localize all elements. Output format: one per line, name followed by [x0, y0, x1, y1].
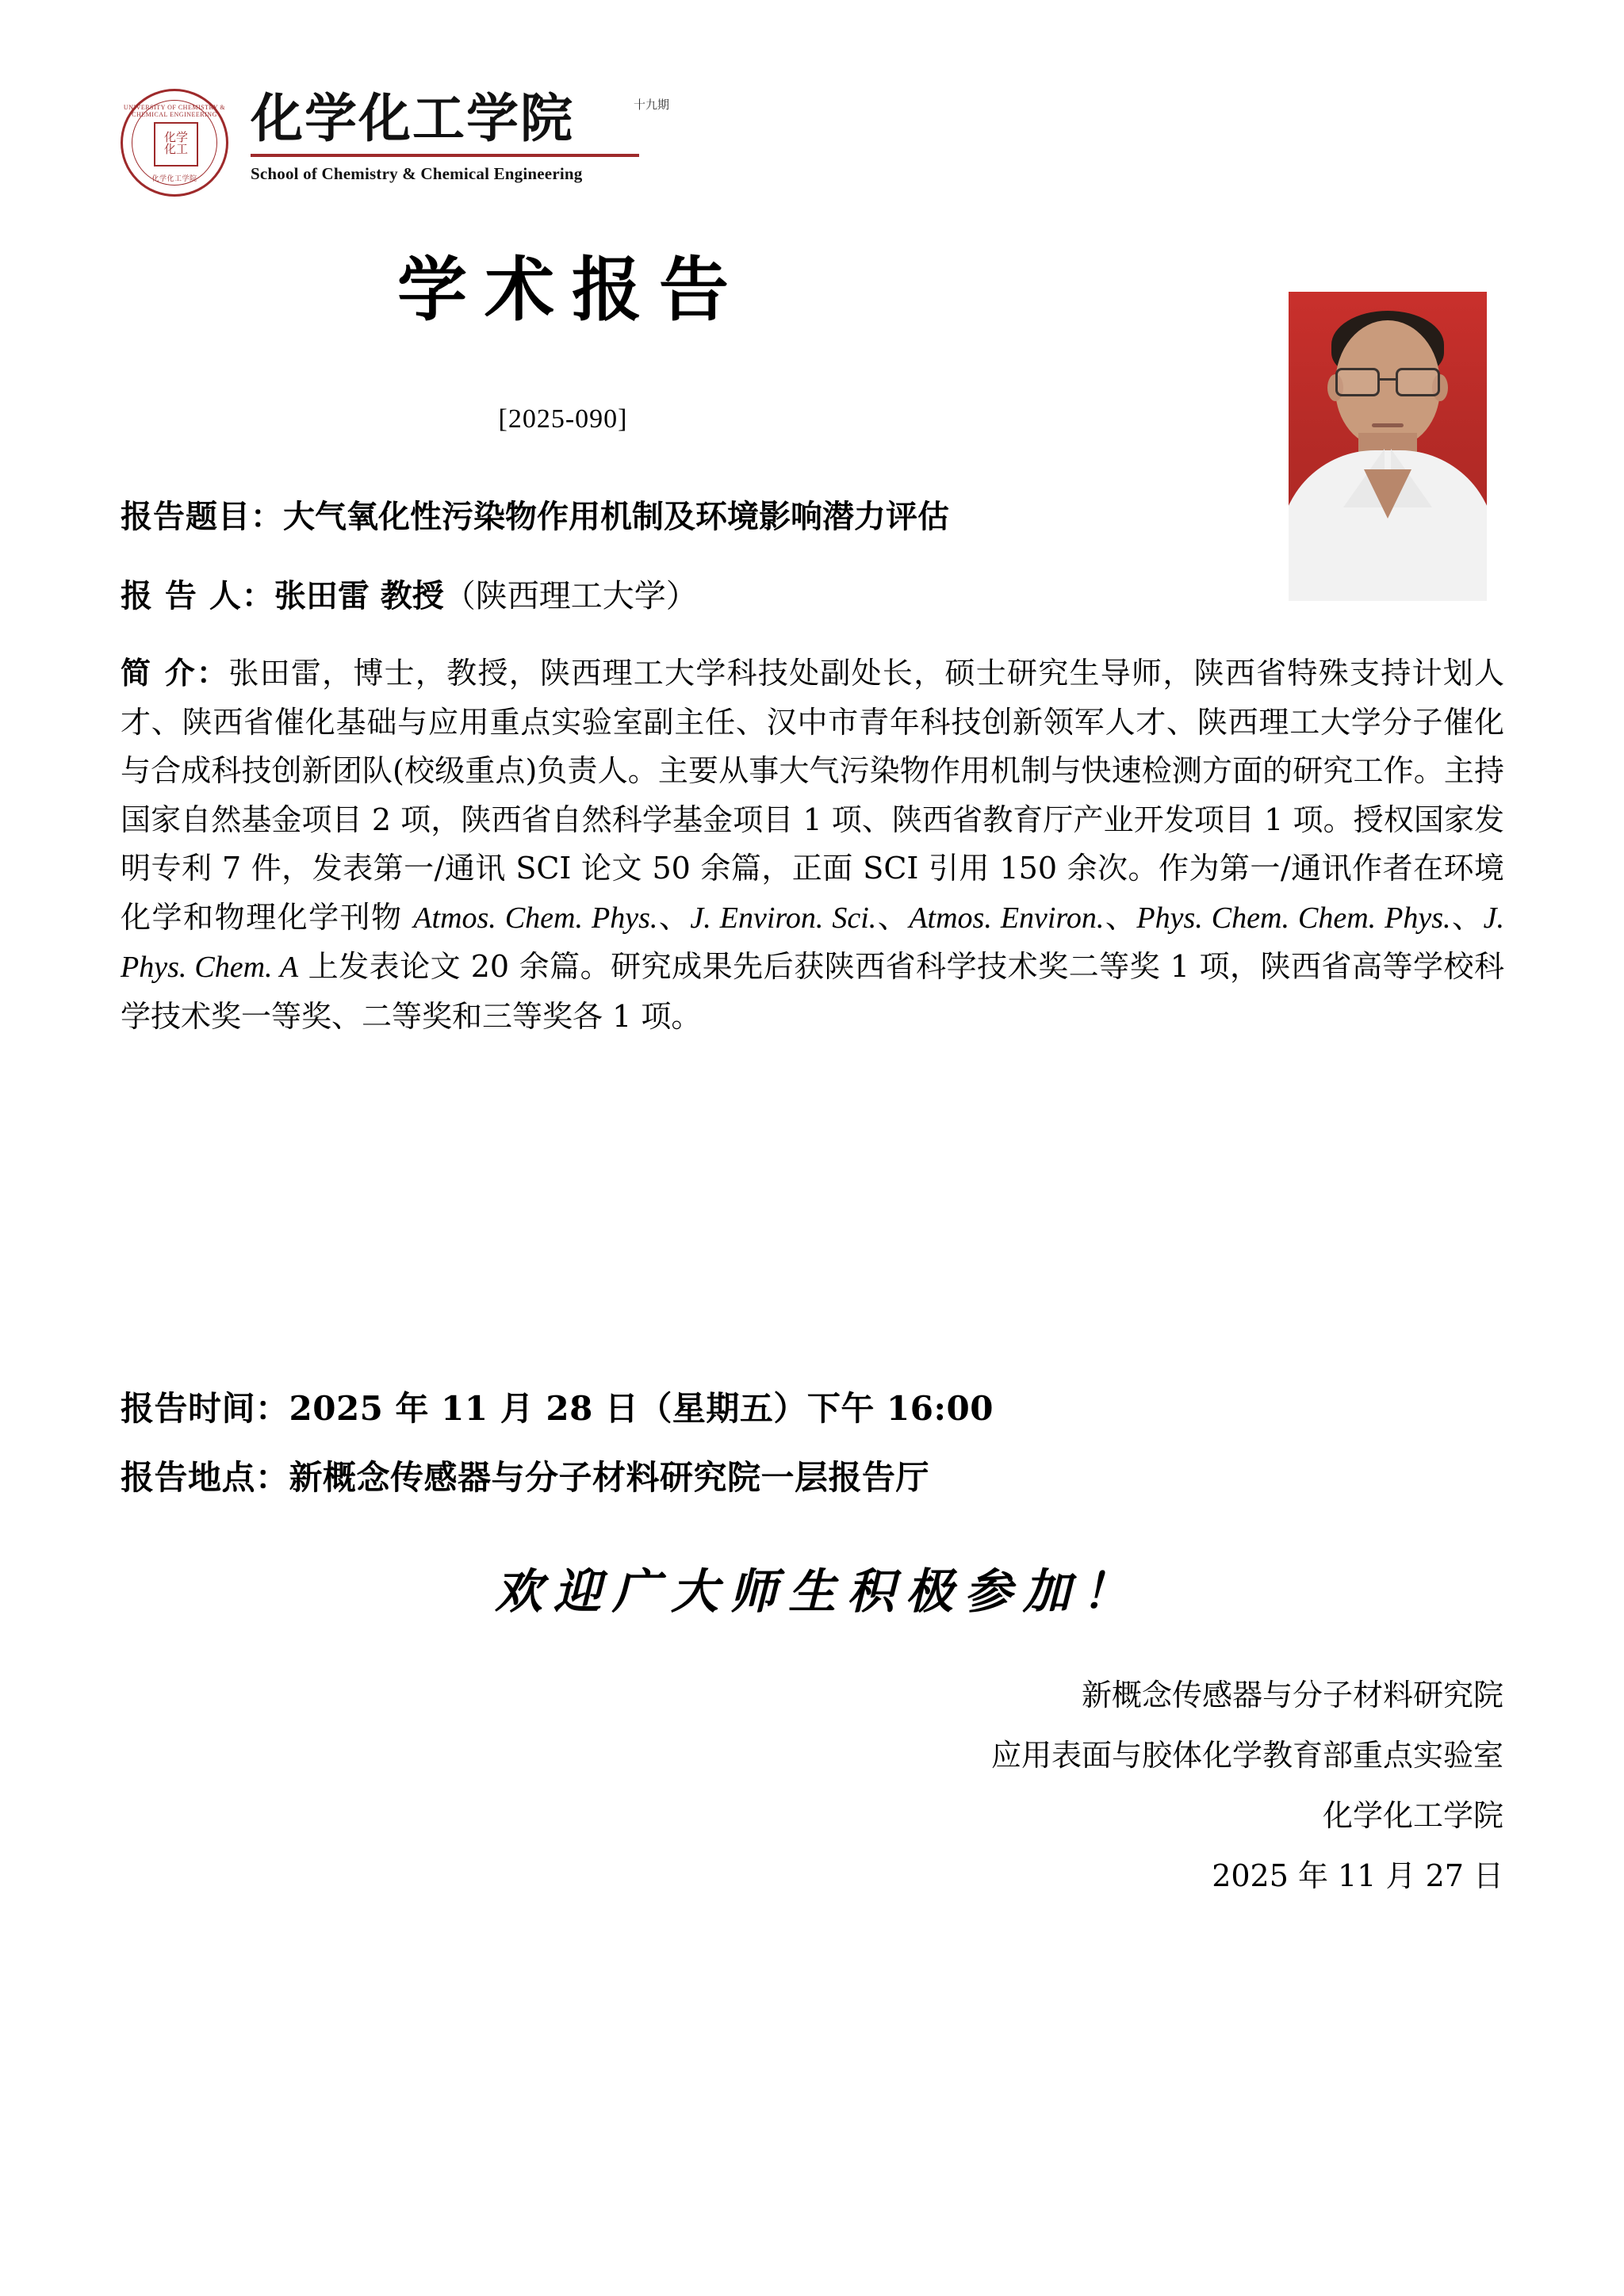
seal-core-line2: 化工 — [163, 144, 188, 156]
school-name-cn — [251, 87, 669, 149]
topic-label: 报告题目： — [121, 498, 283, 535]
school-identity — [251, 86, 669, 184]
portrait-mouth — [1372, 423, 1404, 427]
speaker-row — [121, 571, 1504, 622]
school-name-cn-text: 化学化工学院 — [251, 87, 574, 149]
portrait-glasses-icon — [1334, 368, 1442, 395]
school-mark: 十九期 — [633, 98, 669, 112]
time-row — [121, 1383, 1504, 1433]
place-row — [121, 1452, 1504, 1502]
speaker-affiliation: （陕西理工大学） — [443, 578, 698, 614]
signoff-block — [991, 1665, 1503, 1906]
school-seal-icon — [121, 89, 228, 197]
topic-value: 大气氧化性污染物作用机制及环境影响潜力评估 — [283, 498, 949, 535]
time-label: 报告时间： — [121, 1389, 289, 1428]
journal-name-3: Atmos. Environ. — [909, 901, 1105, 935]
journal-name-5: J. Phys. Chem. A — [121, 901, 1504, 985]
journal-separator-4: 、 — [1450, 899, 1484, 935]
place-label: 报告地点： — [121, 1458, 289, 1497]
welcome-message: 欢迎广大师生积极参加！ — [495, 1564, 1140, 1620]
seal-core-text — [154, 122, 198, 166]
document-body — [121, 492, 1504, 1041]
journal-separator-2: 、 — [876, 899, 910, 935]
header-divider — [251, 154, 639, 157]
speaker-label: 报 告 人： — [121, 577, 274, 614]
journal-separator-1: 、 — [657, 899, 691, 935]
signoff-line-2: 应用表面与胶体化学教育部重点实验室 — [990, 1738, 1503, 1773]
speaker-bio — [121, 649, 1504, 1041]
intro-label: 简 介： — [121, 655, 229, 691]
time-value: 2025 年 11 月 28 日（星期五）下午 16:00 — [289, 1389, 994, 1428]
signoff-line-3: 化学化工学院 — [1322, 1798, 1503, 1833]
journal-separator-3: 、 — [1104, 899, 1137, 935]
document-header — [121, 86, 669, 197]
page-title: 学术报告 — [396, 248, 746, 331]
document-number: [2025-090] — [498, 404, 628, 434]
topic-row — [121, 492, 1504, 542]
glasses-lens-right — [1396, 368, 1440, 396]
event-details — [121, 1383, 1504, 1521]
signoff-line-1: 新概念传感器与分子材料研究院 — [1081, 1678, 1503, 1712]
intro-text-part2: 上发表论文 20 余篇。研究成果先后获陕西省科学技术奖二等奖 1 项，陕西省高等学校科学技术奖一等奖、二等奖和三等奖各 1 项。 — [121, 949, 1504, 1034]
glasses-bridge — [1378, 378, 1397, 381]
seal-arc-bottom-text: 化学化工学院 — [151, 174, 197, 182]
glasses-lens-left — [1335, 368, 1380, 396]
journal-name-1: Atmos. Chem. Phys. — [413, 901, 658, 935]
place-value: 新概念传感器与分子材料研究院一层报告厅 — [289, 1458, 930, 1497]
journal-name-2: J. Environ. Sci. — [690, 901, 877, 935]
seal-core-line1: 化学 — [163, 132, 188, 144]
seal-arc-top-text: UNIVERSITY OF CHEMISTRY & CHEMICAL ENGINEERING — [123, 104, 226, 118]
school-name-en: School of Chemistry & Chemical Engineering — [251, 164, 583, 183]
speaker-name: 张田雷 教授 — [274, 577, 444, 614]
journal-name-4: Phys. Chem. Chem. Phys. — [1136, 901, 1451, 935]
signoff-date: 2025 年 11 月 27 日 — [1212, 1858, 1503, 1893]
intro-text-part1: 张田雷，博士，教授，陕西理工大学科技处副处长，硕士研究生导师，陕西省特殊支持计划人才、陕西省催化基础与应用重点实验室副主任、汉中市青年科技创新领军人才、陕西理工大学分子催化与合成科技创新团队(校级重点)负责人。主要从事大气污染物作用机制与快速检测方面的研究工作。主持国家自然基金项目 2 项，陕西省自然科学基金项目 1 项、陕西省教育厅产业开发项目 1 项。授权国家发明专利 7 件，发表第一/通讯 SCI 论文 50 余篇，正面 SCI 引用 150 余次。作为第一/通讯作者在环境化学和物理化学刊物 — [121, 656, 1504, 935]
